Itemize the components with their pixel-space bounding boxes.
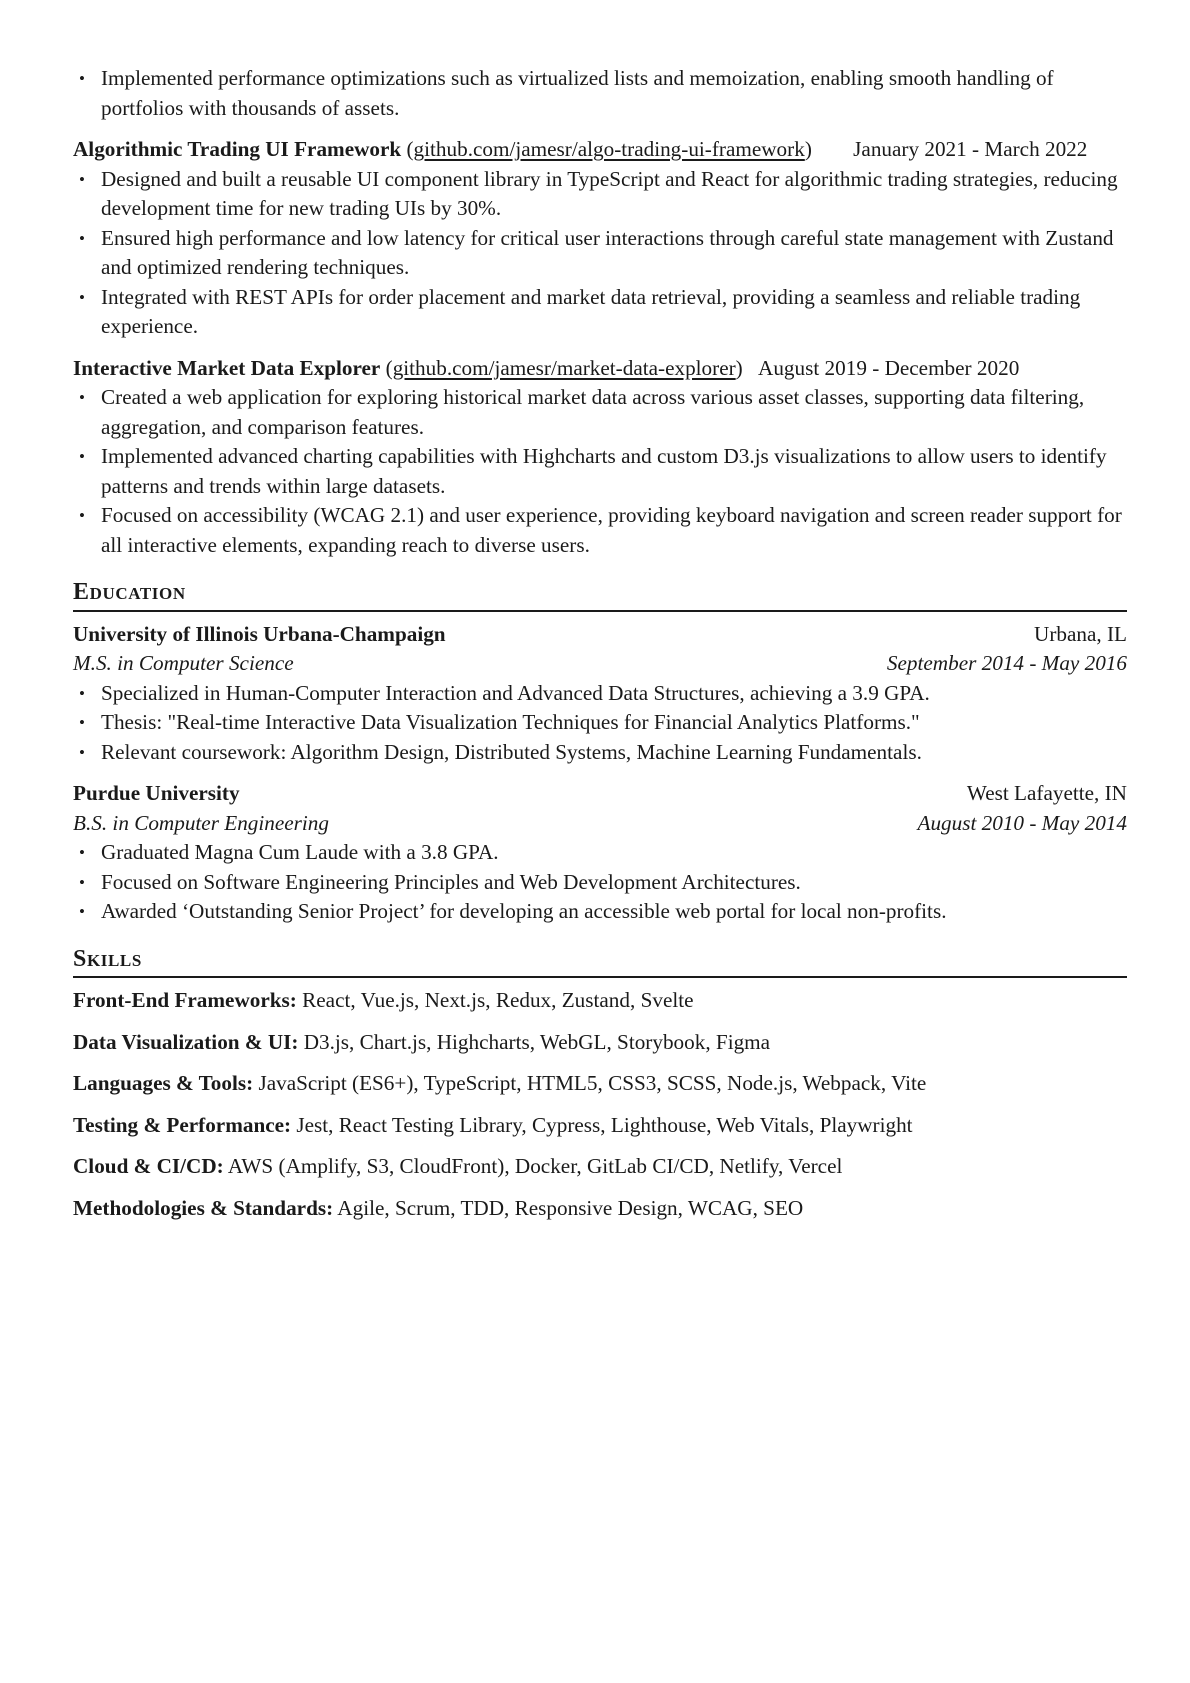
project-header: Interactive Market Data Explorer (github.com/jamesr/market-data-explorer) August 2019 - December 2020 xyxy=(73,355,1020,380)
list-item: • Implemented performance optimizations such as virtualized lists and memoization, enabling smooth handling of portfolios with thousands of assets. xyxy=(73,64,1127,123)
resume-page xyxy=(73,64,1127,1223)
list-item: • Focused on accessibility (WCAG 2.1) and user experience, providing keyboard navigation and screen reader support for all interactive elements, expanding reach to diverse users. xyxy=(73,501,1127,560)
skill-value: D3.js, Chart.js, Highcharts, WebGL, Storybook, Figma xyxy=(303,1029,771,1054)
school-location: Urbana, IL xyxy=(1034,621,1127,646)
project-entry xyxy=(73,354,1127,561)
skill-label: Methodologies & Standards: xyxy=(73,1195,334,1220)
education-subheader xyxy=(73,649,1127,679)
project-link[interactable]: github.com/jamesr/market-data-explorer xyxy=(392,355,736,380)
education-header xyxy=(73,779,1127,809)
project-link[interactable]: github.com/jamesr/algo-trading-ui-framework xyxy=(413,137,805,161)
project-entry xyxy=(73,135,1127,342)
skill-value: Jest, React Testing Library, Cypress, Lighthouse, Web Vitals, Playwright xyxy=(296,1112,913,1137)
project-title: Algorithmic Trading UI Framework xyxy=(73,137,402,161)
list-item: • Ensured high performance and low latency for critical user interactions through careful state management with Zustand and optimized rendering techniques. xyxy=(73,224,1127,283)
education-entry xyxy=(73,620,1127,768)
list-item: • Relevant coursework: Algorithm Design, Distributed Systems, Machine Learning Fundamentals. xyxy=(73,738,1127,768)
education-subheader xyxy=(73,809,1127,839)
education-dates: August 2010 - May 2014 xyxy=(917,810,1127,835)
skill-line xyxy=(73,1111,1127,1141)
degree: M.S. in Computer Science xyxy=(73,651,294,675)
list-item: • Designed and built a reusable UI component library in TypeScript and React for algorithmic trading strategies, reducing development time for new trading UIs by 30%. xyxy=(73,165,1127,224)
project-header: Algorithmic Trading UI Framework (github.com/jamesr/algo-trading-ui-framework) January 2021 - March 2022 xyxy=(73,137,1088,161)
skill-label: Testing & Performance: xyxy=(73,1112,292,1137)
bullet-list xyxy=(73,838,1127,927)
education-entry xyxy=(73,779,1127,927)
skill-line xyxy=(73,1028,1127,1058)
education-dates: September 2014 - May 2016 xyxy=(886,651,1127,675)
bullet-list xyxy=(73,64,1127,123)
list-item: • Thesis: "Real-time Interactive Data Visualization Techniques for Financial Analytics Platforms." xyxy=(73,708,1127,738)
list-item: • Awarded ‘Outstanding Senior Project’ for developing an accessible web portal for local non-profits. xyxy=(73,897,1127,927)
project-dates: August 2019 - December 2020 xyxy=(758,355,1020,380)
skill-label: Data Visualization & UI: xyxy=(73,1029,299,1054)
list-item: • Integrated with REST APIs for order placement and market data retrieval, providing a seamless and reliable trading experience. xyxy=(73,283,1127,342)
list-item: • Specialized in Human-Computer Interaction and Advanced Data Structures, achieving a 3.9 GPA. xyxy=(73,679,1127,709)
project-dates: January 2021 - March 2022 xyxy=(853,137,1088,161)
skill-line xyxy=(73,1194,1127,1224)
skill-line xyxy=(73,1152,1127,1182)
list-item: • Created a web application for exploring historical market data across various asset classes, supporting data filtering, aggregation, and comparison features. xyxy=(73,383,1127,442)
list-item: • Focused on Software Engineering Principles and Web Development Architectures. xyxy=(73,868,1127,898)
school-location: West Lafayette, IN xyxy=(966,781,1127,805)
education-header xyxy=(73,620,1127,650)
skill-line xyxy=(73,1069,1127,1099)
skills-list xyxy=(73,986,1127,1223)
skill-label: Front-End Frameworks: xyxy=(73,988,297,1012)
section-heading-skills: Skills xyxy=(73,945,1127,979)
degree: B.S. in Computer Engineering xyxy=(73,810,329,835)
bullet-list xyxy=(73,383,1127,560)
school-name: Purdue University xyxy=(73,781,240,805)
skill-value: AWS (Amplify, S3, CloudFront), Docker, GitLab CI/CD, Netlify, Vercel xyxy=(227,1154,843,1178)
list-item: • Implemented advanced charting capabilities with Highcharts and custom D3.js visualizations to allow users to identify patterns and trends within large datasets. xyxy=(73,442,1127,501)
skill-value: JavaScript (ES6+), TypeScript, HTML5, CSS3, SCSS, Node.js, Webpack, Vite xyxy=(258,1071,927,1095)
skill-label: Cloud & CI/CD: xyxy=(73,1154,224,1178)
skill-value: React, Vue.js, Next.js, Redux, Zustand, Svelte xyxy=(302,988,694,1012)
project-title: Interactive Market Data Explorer xyxy=(73,355,381,380)
bullet-list xyxy=(73,679,1127,768)
section-heading-education: Education xyxy=(73,578,1127,612)
bullet-list xyxy=(73,165,1127,342)
skill-label: Languages & Tools: xyxy=(73,1071,254,1095)
skill-line xyxy=(73,986,1127,1016)
list-item: • Graduated Magna Cum Laude with a 3.8 GPA. xyxy=(73,838,1127,868)
school-name: University of Illinois Urbana-Champaign xyxy=(73,621,446,646)
skill-value: Agile, Scrum, TDD, Responsive Design, WCAG, SEO xyxy=(337,1195,804,1220)
